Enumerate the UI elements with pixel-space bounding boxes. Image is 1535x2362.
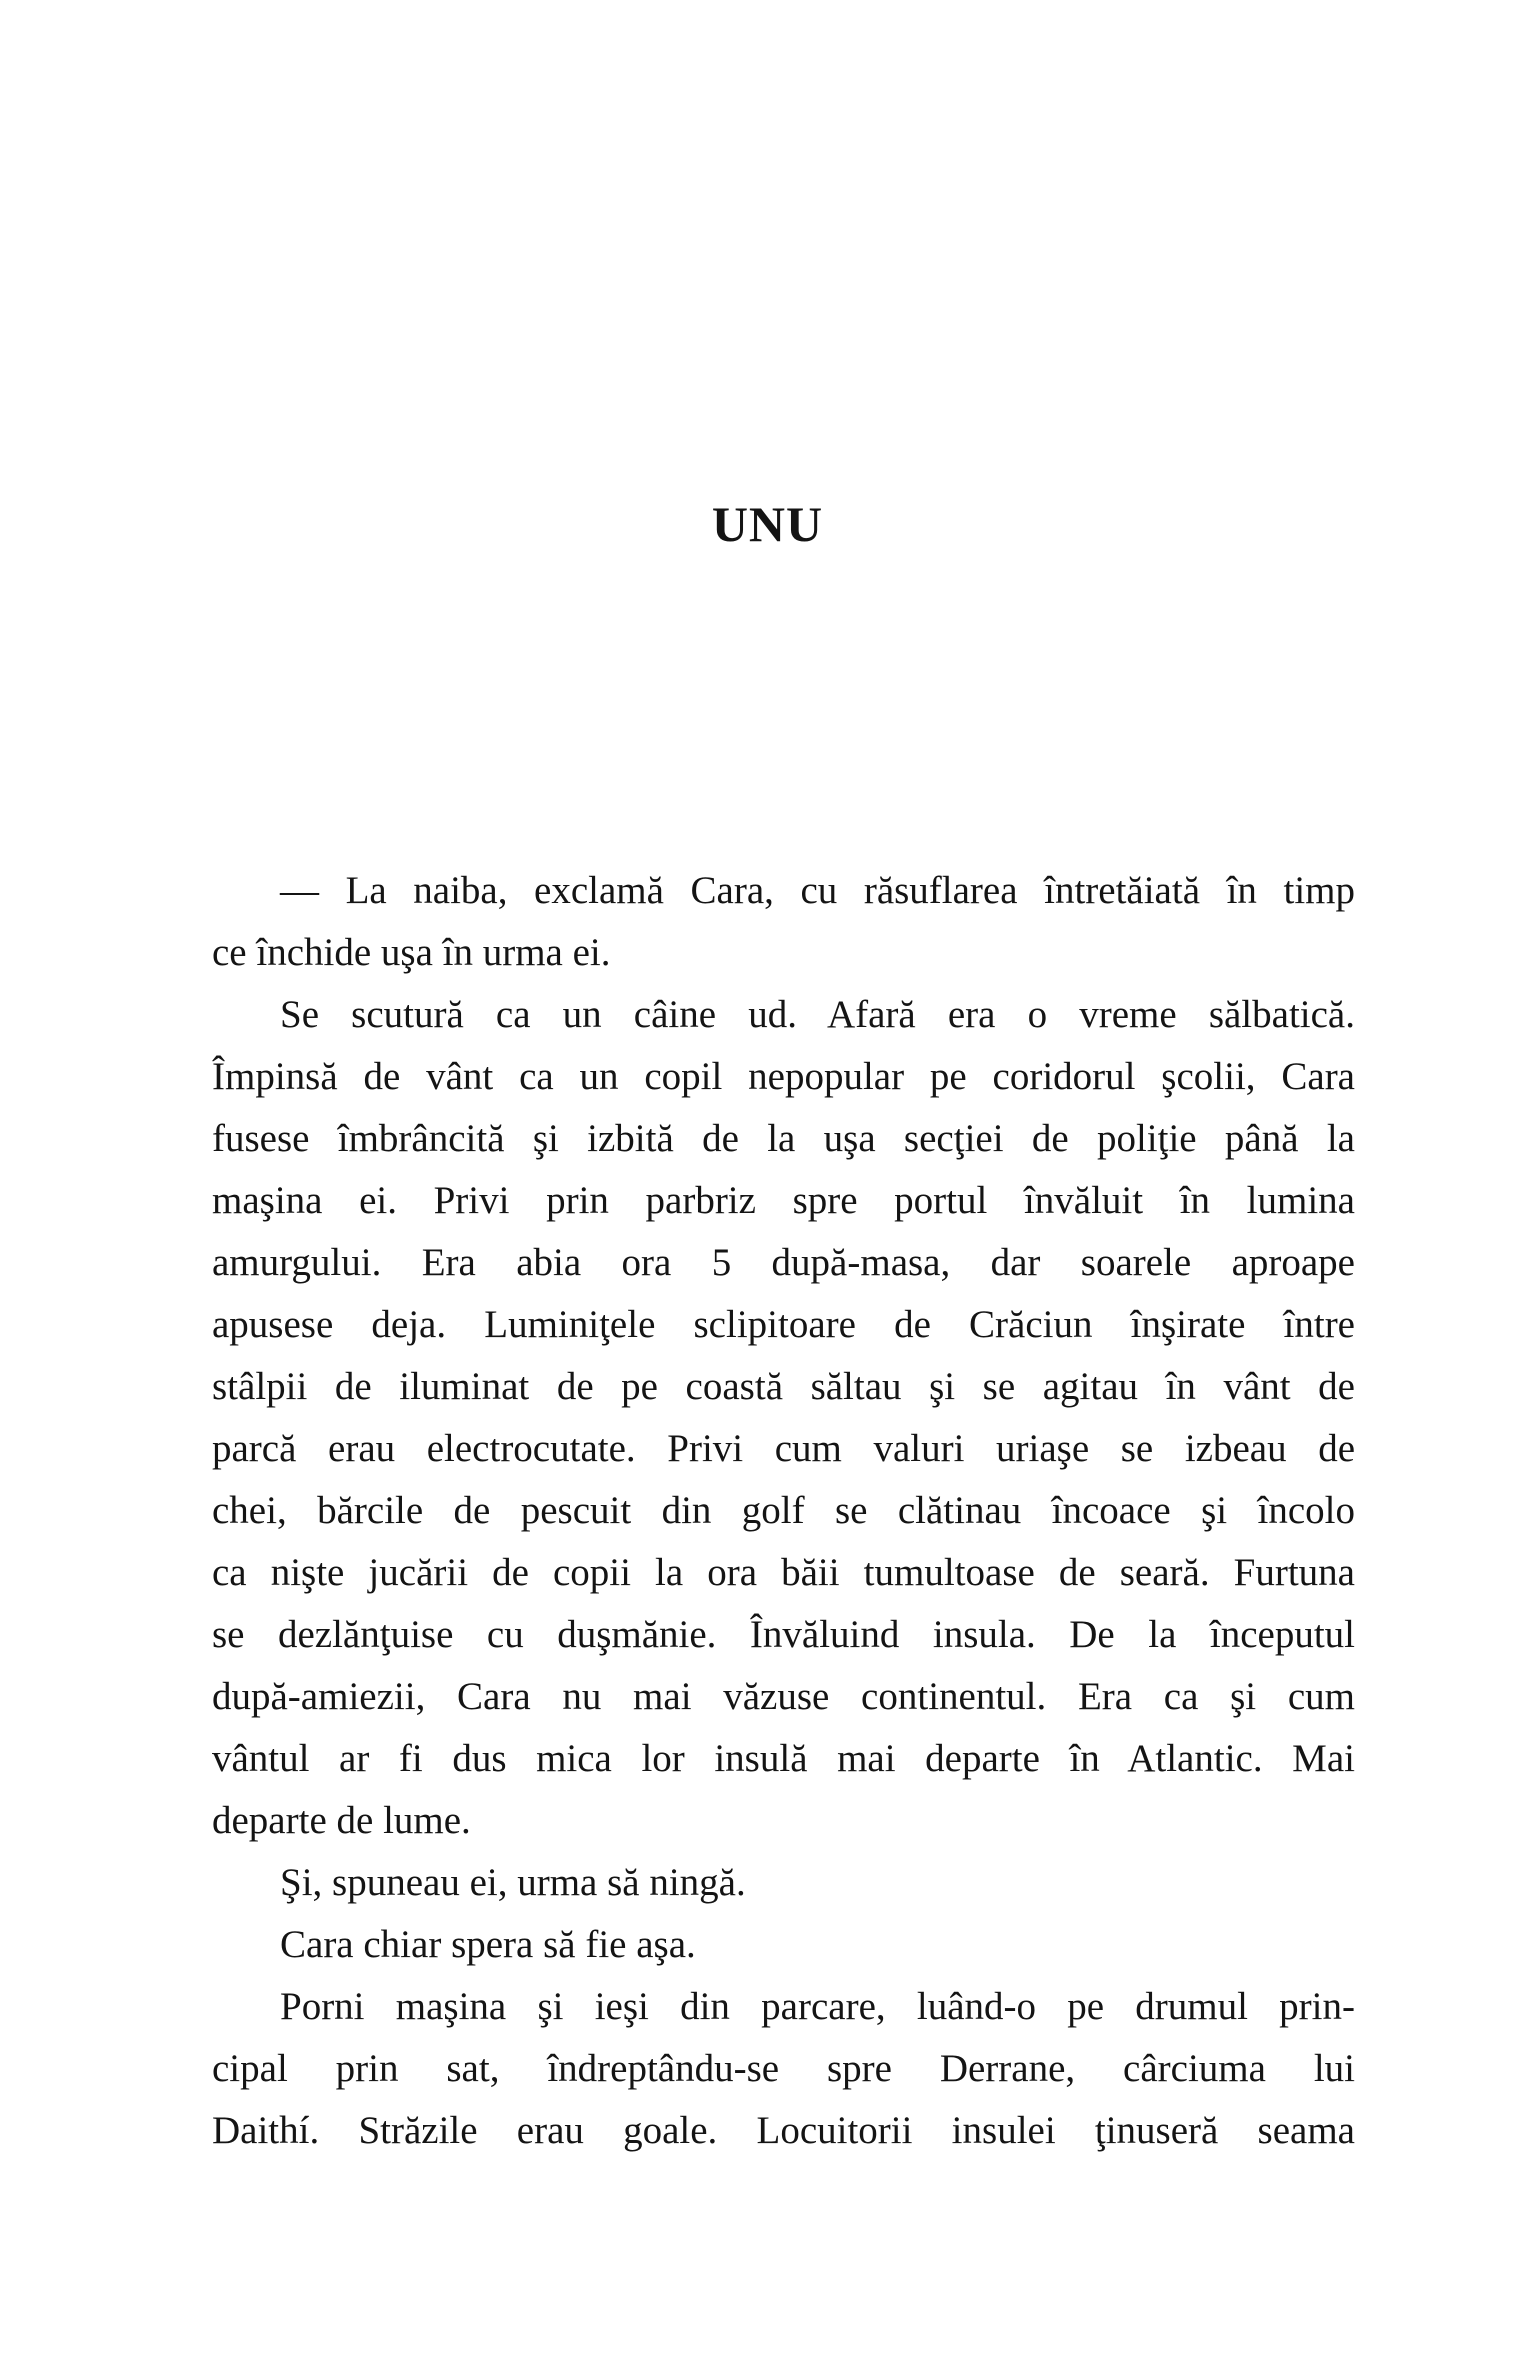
text-line: apusese deja. Luminiţele sclipitoare de Crăciun înşirate între <box>212 1303 1355 1346</box>
text-line: Şi, spuneau ei, urma să ningă. <box>280 1861 746 1904</box>
text-line: — La naiba, exclamă Cara, cu răsuflarea întretăiată în timp <box>280 869 1355 912</box>
text-line: ca nişte jucării de copii la ora băii tumultoase de seară. Furtuna <box>212 1551 1355 1594</box>
chapter-title: UNU <box>711 496 824 552</box>
text-line: vântul ar fi dus mica lor insulă mai departe în Atlantic. Mai <box>212 1737 1355 1780</box>
text-line: parcă erau electrocutate. Privi cum valuri uriaşe se izbeau de <box>212 1427 1355 1470</box>
text-line: Se scutură ca un câine ud. Afară era o vreme sălbatică. <box>280 993 1355 1036</box>
text-line: stâlpii de iluminat de pe coastă săltau şi se agitau în vânt de <box>212 1365 1355 1408</box>
text-line: departe de lume. <box>212 1799 471 1842</box>
text-line: se dezlănţuise cu duşmănie. Învăluind insula. De la începutul <box>212 1613 1355 1656</box>
text-line: după-amiezii, Cara nu mai văzuse continentul. Era ca şi cum <box>212 1675 1355 1718</box>
text-line: cipal prin sat, îndreptându-se spre Derrane, cârciuma lui <box>212 2047 1355 2090</box>
chapter-body <box>212 860 1355 2162</box>
text-line: Cara chiar spera să fie aşa. <box>280 1923 696 1966</box>
text-line: chei, bărcile de pescuit din golf se clătinau încoace şi încolo <box>212 1489 1355 1532</box>
text-line: Daithí. Străzile erau goale. Locuitorii insulei ţinuseră seama <box>212 2109 1355 2152</box>
text-line: ce închide uşa în urma ei. <box>212 931 611 974</box>
text-line: Împinsă de vânt ca un copil nepopular pe coridorul şcolii, Cara <box>212 1055 1355 1098</box>
text-line: maşina ei. Privi prin parbriz spre portul învăluit în lumina <box>212 1179 1355 1222</box>
text-line: fusese îmbrâncită şi izbită de la uşa secţiei de poliţie până la <box>212 1117 1355 1160</box>
text-line: amurgului. Era abia ora 5 după-masa, dar soarele aproape <box>212 1241 1355 1284</box>
text-line: Porni maşina şi ieşi din parcare, luând-o pe drumul prin- <box>280 1985 1355 2028</box>
